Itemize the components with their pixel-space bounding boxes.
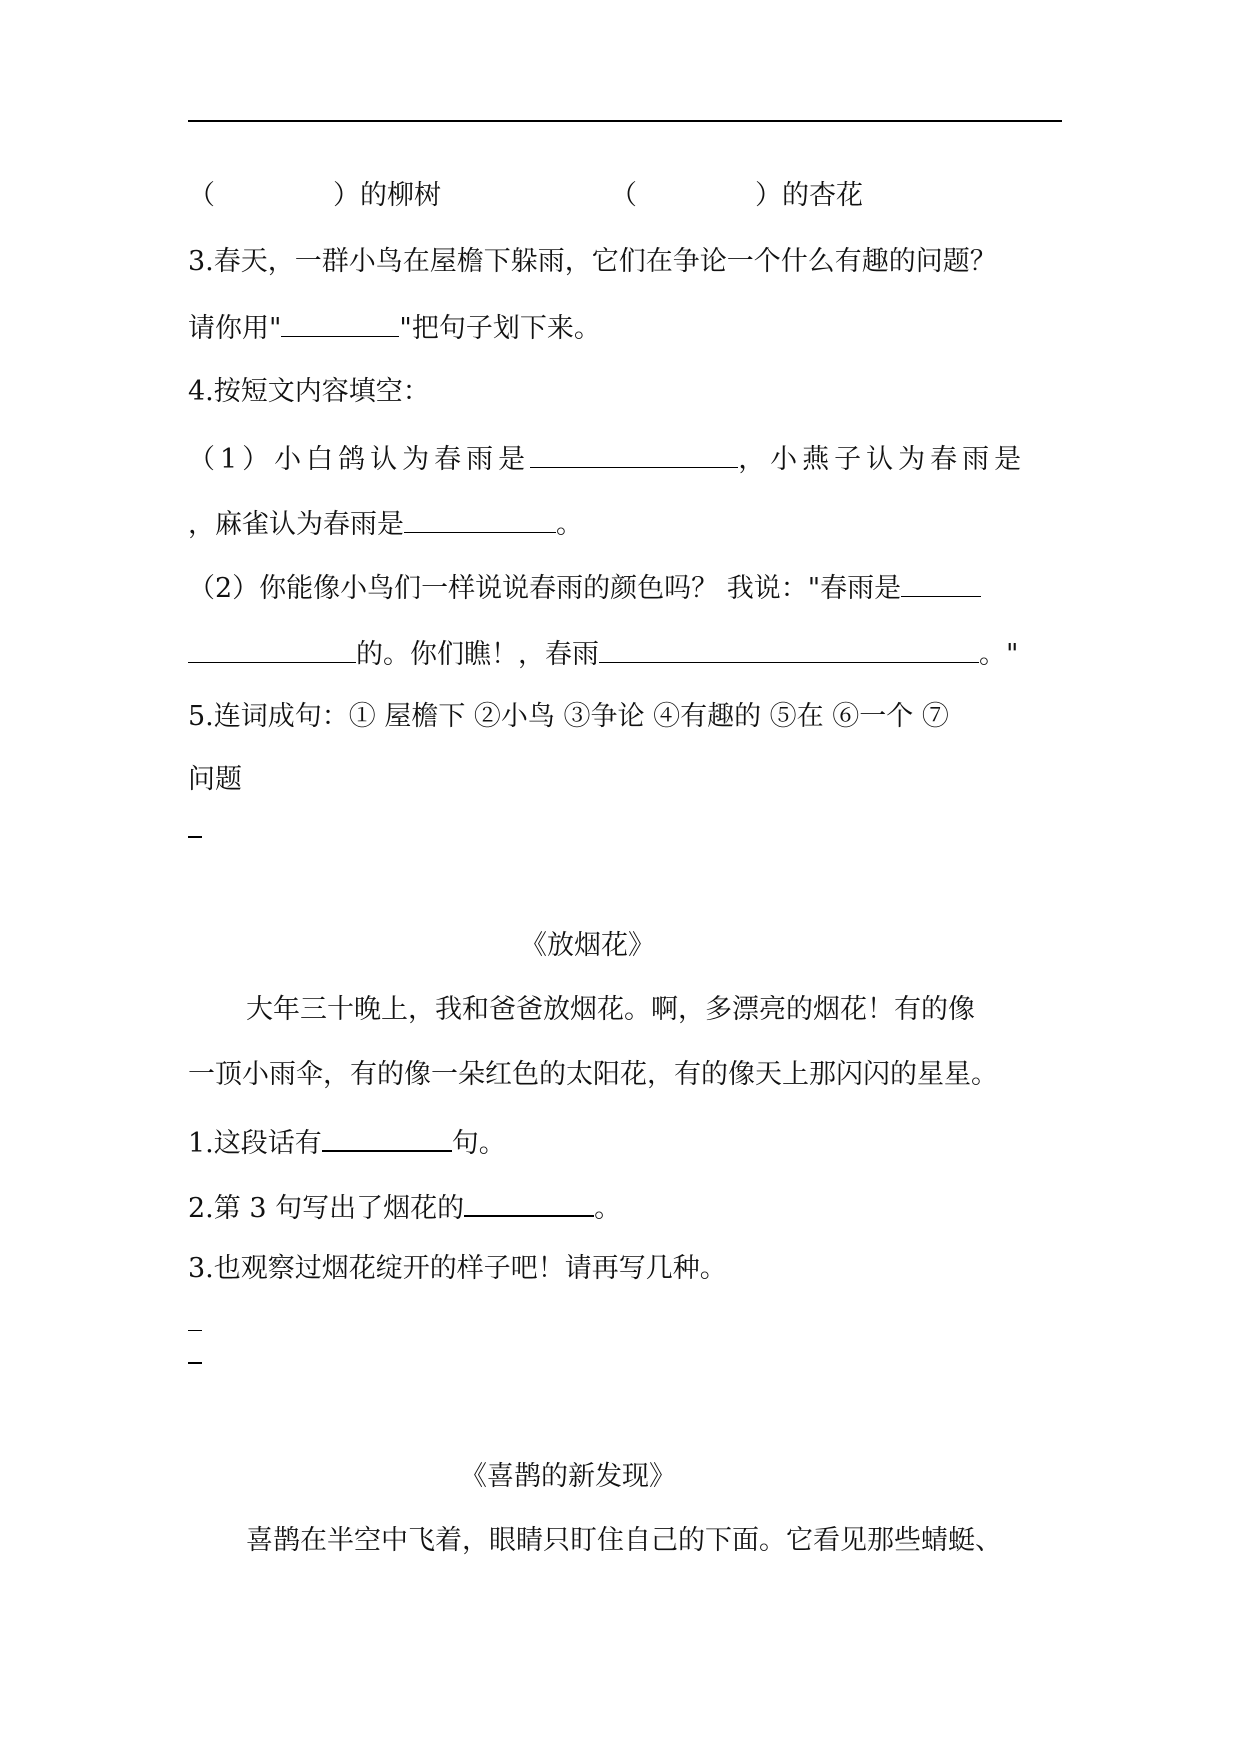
paren-open: （ [188, 180, 215, 211]
adjective-fill-line [188, 178, 441, 214]
question-5-cont: 问题 [188, 764, 242, 795]
fireworks-question-2 [188, 1187, 621, 1227]
q4-2-c: 。" [979, 639, 1019, 670]
question-4-1-cont [188, 504, 583, 543]
fq1-b: 句。 [451, 1128, 506, 1159]
q4-2-a: （2）你能像小鸟们一样说说春雨的颜色吗？ 我说："春雨是 [188, 573, 902, 604]
fireworks-question-3: 3.也观察过烟花绽开的样子吧！请再写几种。 [188, 1253, 727, 1284]
fq1-a: 1.这段话有 [188, 1128, 322, 1159]
section-title-magpie: 《喜鹊的新发现》 [460, 1461, 676, 1492]
pigeon-blank[interactable] [530, 439, 738, 468]
fireworks-question-1 [188, 1122, 506, 1162]
fq2-a: 2.第 3 句写出了烟花的 [188, 1193, 465, 1224]
question-4-2 [188, 568, 981, 607]
question-3-instruction [188, 308, 601, 347]
question-4-1 [188, 439, 1026, 478]
question-4-2-cont [188, 634, 1018, 673]
fireworks-aspect-blank[interactable] [464, 1187, 594, 1217]
apricot-label: ）的杏花 [755, 180, 863, 211]
q4-1-c: ，麻雀认为春雨是 [188, 509, 404, 540]
underline-sample-blank[interactable] [281, 308, 399, 337]
answer-line-marker[interactable] [188, 836, 202, 838]
question-3: 3.春天，一群小鸟在屋檐下躲雨，它们在争论一个什么有趣的问题？ [188, 246, 997, 277]
question-4: 4.按短文内容填空： [188, 376, 430, 407]
fireworks-paragraph-1: 大年三十晚上，我和爸爸放烟花。啊，多漂亮的烟花！有的像 [246, 994, 975, 1025]
answer-line-marker-3[interactable] [188, 1362, 202, 1364]
color-blank-1[interactable] [901, 568, 981, 597]
sparrow-blank[interactable] [404, 504, 556, 533]
header-rule [188, 120, 1062, 122]
rain-blank[interactable] [599, 634, 979, 663]
fireworks-paragraph-2: 一顶小雨伞，有的像一朵红色的太阳花，有的像天上那闪闪的星星。 [188, 1059, 998, 1090]
fq2-b: 。 [594, 1193, 622, 1224]
q3-pre: 请你用" [188, 313, 282, 344]
paren-open-2: （ [610, 180, 637, 211]
q3-post: "把句子划下来。 [399, 313, 601, 344]
q4-2-b: 的。你们瞧！，春雨 [356, 639, 599, 670]
section-title-fireworks: 《放烟花》 [520, 930, 655, 961]
willow-label: ）的柳树 [333, 180, 441, 211]
sentence-count-blank[interactable] [322, 1122, 452, 1152]
magpie-paragraph-1: 喜鹊在半空中飞着，眼睛只盯住自己的下面。它看见那些蜻蜓、 [246, 1525, 1002, 1556]
q4-1-a: （1）小白鸽认为春雨是 [188, 444, 531, 475]
q4-1-d: 。 [556, 509, 583, 540]
question-5: 5.连词成句：① 屋檐下 ②小鸟 ③争论 ④有趣的 ⑤在 ⑥一个 ⑦ [188, 701, 949, 732]
answer-line-marker-2[interactable] [188, 1330, 202, 1331]
q4-1-b: ，小燕子认为春雨是 [738, 444, 1027, 475]
color-blank-2[interactable] [188, 634, 356, 663]
adjective-fill-line-2 [610, 178, 863, 214]
